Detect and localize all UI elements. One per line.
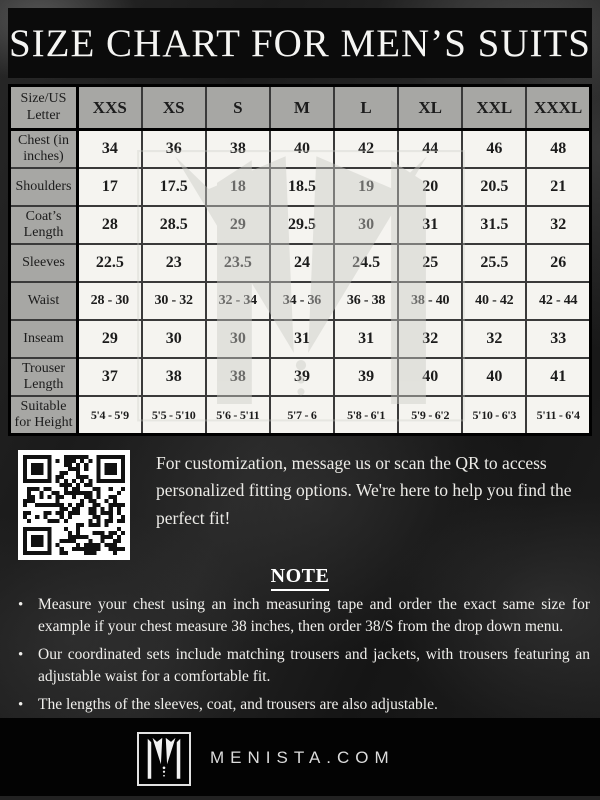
col-header-l: L <box>334 86 398 130</box>
qr-caption: For customization, message us or scan the QR to access personalized fitting options. We're here to help you find the perfect fit! <box>156 453 572 528</box>
size-cell: 20 <box>398 168 462 206</box>
size-cell: 40 <box>270 130 334 169</box>
brand-logo <box>137 732 191 786</box>
size-cell: 34 - 36 <box>270 282 334 320</box>
size-cell: 42 <box>334 130 398 169</box>
bullet-icon: • <box>18 597 24 613</box>
size-cell: 26 <box>526 244 590 282</box>
size-cell: 40 <box>462 358 526 396</box>
size-cell: 33 <box>526 320 590 358</box>
size-cell: 17 <box>78 168 142 206</box>
size-cell: 18.5 <box>270 168 334 206</box>
size-cell: 21 <box>526 168 590 206</box>
size-cell: 25 <box>398 244 462 282</box>
row-label: Sleeves <box>10 244 78 282</box>
size-cell: 23 <box>142 244 206 282</box>
col-header-m: M <box>270 86 334 130</box>
size-cell: 29 <box>78 320 142 358</box>
size-cell: 37 <box>78 358 142 396</box>
size-cell: 34 <box>78 130 142 169</box>
note-text: Measure your chest using an inch measuring tape and order the exact same size for example if your chest measure 38 inches, then order 38/S from the drop down menu. <box>38 596 590 635</box>
size-table-wrap <box>8 84 592 436</box>
size-cell: 29.5 <box>270 206 334 244</box>
size-cell: 40 - 42 <box>462 282 526 320</box>
size-cell: 28 <box>78 206 142 244</box>
size-cell: 5'5 - 5'10 <box>142 396 206 435</box>
size-cell: 25.5 <box>462 244 526 282</box>
note-item <box>12 694 590 716</box>
size-cell: 5'7 - 6 <box>270 396 334 435</box>
size-cell: 17.5 <box>142 168 206 206</box>
table-header-row <box>10 86 591 130</box>
col-header-xxs: XXS <box>78 86 142 130</box>
table-row <box>10 358 591 396</box>
size-chart-table <box>8 84 592 436</box>
size-cell: 28.5 <box>142 206 206 244</box>
title-banner <box>8 8 592 78</box>
size-cell: 38 <box>206 358 270 396</box>
brand-logo-m-icon <box>142 737 186 781</box>
note-text: The lengths of the sleeves, coat, and trousers are also adjustable. <box>38 696 438 713</box>
row-label: Trouser Length <box>10 358 78 396</box>
size-cell: 22.5 <box>78 244 142 282</box>
size-cell: 36 <box>142 130 206 169</box>
col-header-xs: XS <box>142 86 206 130</box>
size-cell: 38 - 40 <box>398 282 462 320</box>
note-item <box>12 644 590 688</box>
bottom-strip <box>0 796 600 800</box>
note-heading: NOTE <box>0 562 600 591</box>
size-cell: 44 <box>398 130 462 169</box>
col-header-xl: XL <box>398 86 462 130</box>
corner-header: Size/US Letter <box>10 86 78 130</box>
size-cell: 24.5 <box>334 244 398 282</box>
size-cell: 36 - 38 <box>334 282 398 320</box>
row-label: Chest (in inches) <box>10 130 78 169</box>
row-label: Inseam <box>10 320 78 358</box>
row-label: Shoulders <box>10 168 78 206</box>
col-header-s: S <box>206 86 270 130</box>
size-cell: 30 <box>206 320 270 358</box>
table-row <box>10 206 591 244</box>
size-cell: 32 <box>526 206 590 244</box>
size-cell: 39 <box>270 358 334 396</box>
page-title: SIZE CHART FOR MEN’S SUITS <box>8 21 592 65</box>
table-row <box>10 282 591 320</box>
size-cell: 48 <box>526 130 590 169</box>
size-cell: 38 <box>142 358 206 396</box>
qr-code <box>18 450 130 560</box>
table-row <box>10 396 591 435</box>
size-cell: 32 <box>398 320 462 358</box>
note-list <box>12 594 590 722</box>
size-cell: 41 <box>526 358 590 396</box>
size-cell: 38 <box>206 130 270 169</box>
brand-wordmark: MENISTA.COM <box>210 748 395 767</box>
size-cell: 29 <box>206 206 270 244</box>
size-cell: 42 - 44 <box>526 282 590 320</box>
col-header-xxl: XXL <box>462 86 526 130</box>
footer-bar <box>0 718 600 800</box>
bullet-icon: • <box>18 647 24 663</box>
table-row <box>10 320 591 358</box>
size-cell: 39 <box>334 358 398 396</box>
size-cell: 5'4 - 5'9 <box>78 396 142 435</box>
size-cell: 5'8 - 6'1 <box>334 396 398 435</box>
size-cell: 5'10 - 6'3 <box>462 396 526 435</box>
size-cell: 5'11 - 6'4 <box>526 396 590 435</box>
table-row <box>10 244 591 282</box>
row-label: Coat’s Length <box>10 206 78 244</box>
note-item <box>12 594 590 638</box>
size-cell: 28 - 30 <box>78 282 142 320</box>
table-row <box>10 168 591 206</box>
size-cell: 23.5 <box>206 244 270 282</box>
size-cell: 20.5 <box>462 168 526 206</box>
size-cell: 30 <box>334 206 398 244</box>
table-row <box>10 130 591 169</box>
row-label: Waist <box>10 282 78 320</box>
size-cell: 31.5 <box>462 206 526 244</box>
size-cell: 32 - 34 <box>206 282 270 320</box>
size-cell: 24 <box>270 244 334 282</box>
size-cell: 32 <box>462 320 526 358</box>
size-cell: 40 <box>398 358 462 396</box>
note-text: Our coordinated sets include matching trousers and jackets, with trousers featuring an adjustable waist for a comfortable fit. <box>38 646 590 685</box>
col-header-xxxl: XXXL <box>526 86 590 130</box>
size-cell: 31 <box>334 320 398 358</box>
size-cell: 31 <box>398 206 462 244</box>
size-cell: 31 <box>270 320 334 358</box>
size-cell: 46 <box>462 130 526 169</box>
row-label: Suitable for Height <box>10 396 78 435</box>
size-cell: 30 <box>142 320 206 358</box>
size-cell: 18 <box>206 168 270 206</box>
bullet-icon: • <box>18 697 24 713</box>
size-cell: 5'9 - 6'2 <box>398 396 462 435</box>
size-cell: 5'6 - 5'11 <box>206 396 270 435</box>
size-cell: 30 - 32 <box>142 282 206 320</box>
size-cell: 19 <box>334 168 398 206</box>
